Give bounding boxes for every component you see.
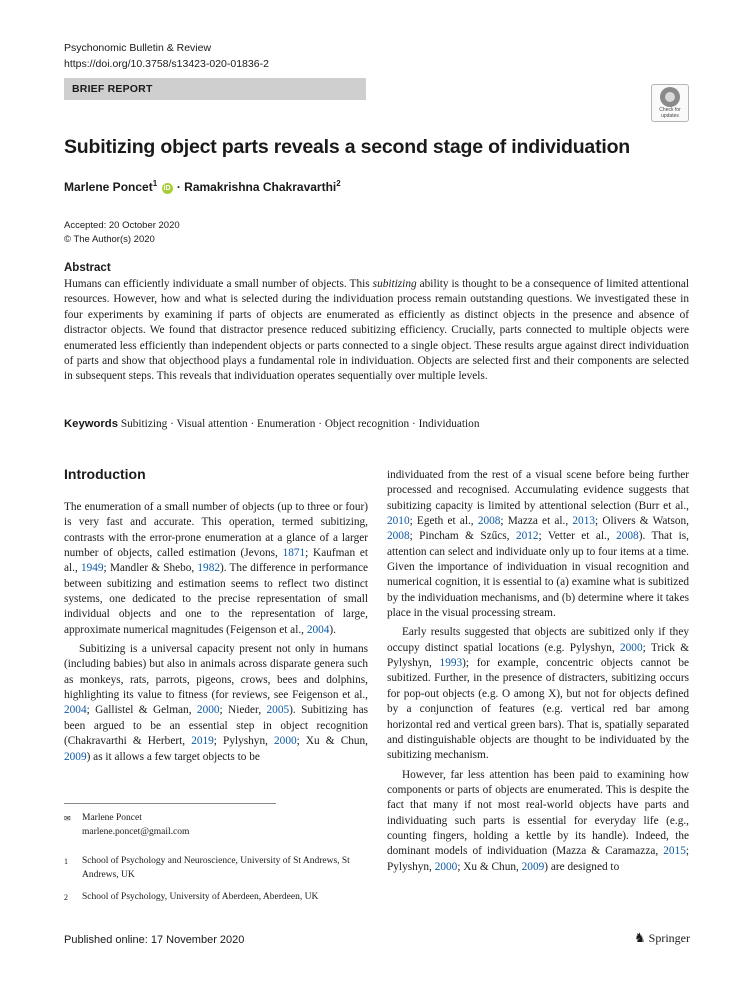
journal-header (64, 40, 269, 72)
text-run: ; Vetter et al., (538, 530, 617, 543)
affiliation-text: School of Psychology, University of Aberdeen, Aberdeen, UK (82, 892, 319, 902)
author-affil-mark: 1 (152, 179, 158, 188)
text-run: ; Olivers & Watson, (595, 515, 689, 528)
text-run: ; Gallistel & Gelman, (86, 704, 197, 717)
right-column (387, 468, 689, 875)
author-name[interactable]: Marlene Poncet (64, 180, 153, 194)
article-dates (64, 219, 180, 247)
keywords (64, 418, 479, 430)
copyright-line: © The Author(s) 2020 (64, 234, 155, 245)
citation-link[interactable]: 2000 (196, 704, 220, 717)
text-run: ; Nieder, (219, 704, 267, 717)
publisher-name: Springer (648, 931, 690, 945)
text-run: ; Mazza et al., (500, 515, 573, 528)
contact-name: Marlene Poncet (82, 813, 142, 823)
citation-link[interactable]: 2004 (306, 623, 330, 636)
bookmark-icon (660, 87, 680, 107)
article-title: Subitizing object parts reveals a second stage of individuation (64, 136, 631, 158)
citation-link[interactable]: 2010 (387, 515, 410, 528)
citation-link[interactable]: 2009 (521, 860, 545, 873)
check-updates-line1: Check for (659, 107, 681, 113)
citation-link[interactable]: 2008 (387, 530, 410, 543)
footnote-divider (64, 803, 276, 804)
text-run: ; Pincham & Szűcs, (409, 530, 516, 543)
contact-email[interactable]: marlene.poncet@gmail.com (82, 826, 190, 837)
text-run: ). (329, 623, 336, 636)
section-heading-introduction: Introduction (64, 466, 146, 482)
publisher-logo[interactable] (634, 930, 690, 946)
abstract-heading: Abstract (64, 262, 111, 274)
author-list (64, 179, 341, 194)
text-run: ) are designed to (544, 860, 620, 873)
citation-link[interactable]: 2009 (64, 750, 87, 763)
text-run: ; Xu & Chun, (457, 860, 522, 873)
footnotes (64, 812, 368, 905)
paragraph (64, 642, 368, 765)
citation-link[interactable]: 2008 (477, 515, 501, 528)
affiliation-1 (64, 855, 368, 882)
citation-link[interactable]: 1982 (197, 562, 220, 575)
author-affil-mark: 2 (336, 179, 341, 188)
text-run: Early results suggested that objects are subitized only if they occupy distinct spatial locations (e.g. Pylyshyn, (387, 626, 689, 654)
text-run: ; Trick & Pylyshyn, (387, 641, 690, 670)
doi-link[interactable]: https://doi.org/10.3758/s13423-020-01836-2 (64, 58, 269, 70)
citation-link[interactable]: 2000 (434, 860, 458, 873)
author-separator: · (173, 180, 185, 194)
text-run: ). The difference in performance between subitizing and estimation seems to reflect two distinct systems, one dedicated to the precise representation of small individual objects and one to the representation of large, approximate numerical magnitudes (Feigenson et al., (64, 562, 368, 636)
affiliation-text: School of Psychology and Neuroscience, University of St Andrews, St Andrews, UK (82, 856, 350, 880)
text-run: ; Mandler & Shebo, (103, 562, 198, 575)
abstract-part: Humans can efficiently individuate a small number of objects. This (64, 278, 373, 290)
affiliation-2 (64, 891, 368, 905)
text-run: The enumeration of a small number of objects (up to three or four) is very fast and accurate. This operation, termed subitizing, contrasts with the error-prone enumeration at a glance of a larger number of objects, called estimation (Jevons, (64, 501, 368, 560)
affiliation-number: 1 (64, 857, 68, 866)
citation-link[interactable]: 2000 (274, 735, 297, 748)
text-run: However, far less attention has been paid to examining how components or parts of objects are enumerated. This is despite the fact that many if not most real-world objects have parts and individuating such parts is essential for everyday life (e.g., counting fingers, holding a kettle by its handle). Indeed, the dominant models of individuation (Mazza & Caramazza, (387, 768, 689, 858)
citation-link[interactable]: 1871 (282, 547, 306, 560)
paragraph (387, 468, 689, 621)
text-run: ). That is, attention can select and individuate only up to four items at a time. Given the importance of individuation in visual recognition and numerical cognition, it is essential to (a) examine what is subitized by the individuation mechanisms, and (b) determine where it takes place in the visual processing stream. (387, 530, 689, 620)
text-run: ; Pylyshyn, (387, 845, 689, 873)
abstract-text (64, 277, 689, 385)
text-run: ; Pylyshyn, (213, 735, 275, 748)
citation-link[interactable]: 2019 (191, 735, 214, 748)
check-updates-line2: updates (661, 113, 679, 119)
citation-link[interactable]: 1949 (80, 562, 104, 575)
journal-name: Psychonomic Bulletin & Review (64, 42, 212, 54)
citation-link[interactable]: 2004 (64, 704, 87, 717)
corresponding-author (64, 812, 368, 839)
left-column (64, 500, 368, 765)
affiliation-number: 2 (64, 893, 68, 902)
paragraph (387, 768, 689, 875)
published-online: Published online: 17 November 2020 (64, 934, 245, 946)
text-run: ) as it allows a few target objects to be (86, 750, 260, 763)
text-run: ). Subitizing has been argued to be an essential step in object recognition (Chakravarthi & Herbert, (64, 704, 368, 748)
keywords-label: Keywords (64, 418, 118, 430)
paragraph (64, 500, 368, 638)
citation-link[interactable]: 2005 (266, 704, 290, 717)
text-run: ; Kaufman et al., (64, 547, 368, 575)
text-run: ; Xu & Chun, (296, 735, 368, 748)
text-run: Subitizing is a universal capacity present not only in humans (including babies) but also in animals across disparate genera such as monkeys, rats, parrots, pigeons, crows, bees and dolphins, highlighting its value to fitness (for reviews, see Feigenson et al., (64, 643, 368, 702)
text-run: individuated from the rest of a visual scene before being further processed and recognised. Accumulating evidence suggests that subitizing capacity is limited by attentional selection (Burr et al., (387, 469, 689, 512)
citation-link[interactable]: 2000 (620, 641, 643, 654)
accepted-date: Accepted: 20 October 2020 (64, 220, 180, 231)
abstract-emphasis: subitizing (372, 278, 417, 290)
keywords-list: Subitizing · Visual attention · Enumeration · Object recognition · Individuation (120, 418, 480, 430)
abstract-part: ability is thought to be a consequence of limited attentional resources. However, how and what is selected during the individuation process remain outstanding questions. We investigated these in four experiments by examining if parts of objects are enumerated as efficiently as distinct objects in the presence and absence of distractor objects. We found that distractor presence reduced subitizing efficiency. Crucially, parts connected to multiple objects were enumerated less efficiently than independent objects or parts connected to a single object. These results argue against direct individuation of parts and show that objecthood plays a fundamental role in individuation. Objects are selected first and their components are selected in subsequent steps. This reveals that individuation operates sequentially over multiple levels. (64, 278, 689, 383)
citation-link[interactable]: 2012 (515, 530, 539, 543)
text-run: ; Egeth et al., (409, 515, 478, 528)
citation-link[interactable]: 2013 (572, 515, 595, 528)
article-type-banner: BRIEF REPORT (64, 78, 366, 100)
text-run: ); for example, concentric objects cannot be subitized. Further, in the presence of distracters, subitizing occurs for pop-out objects (e.g. O among X), but not for objects defined by a conjunction of features (e.g. vertical red bar among horizontal red and vertical green bars). That is, spatially separated and distinguishable objects are thought to be individuated by the subitizing mechanism. (387, 657, 690, 762)
envelope-icon: ✉ (64, 814, 71, 823)
citation-link[interactable]: 2015 (663, 845, 686, 858)
check-for-updates-badge[interactable] (651, 84, 689, 122)
citation-link[interactable]: 2008 (616, 530, 639, 543)
author-name[interactable]: Ramakrishna Chakravarthi (184, 180, 337, 194)
orcid-icon[interactable]: iD (163, 185, 171, 192)
citation-link[interactable]: 1993 (439, 657, 463, 670)
springer-horse-icon: ♞ (634, 930, 646, 945)
paragraph (387, 625, 689, 763)
